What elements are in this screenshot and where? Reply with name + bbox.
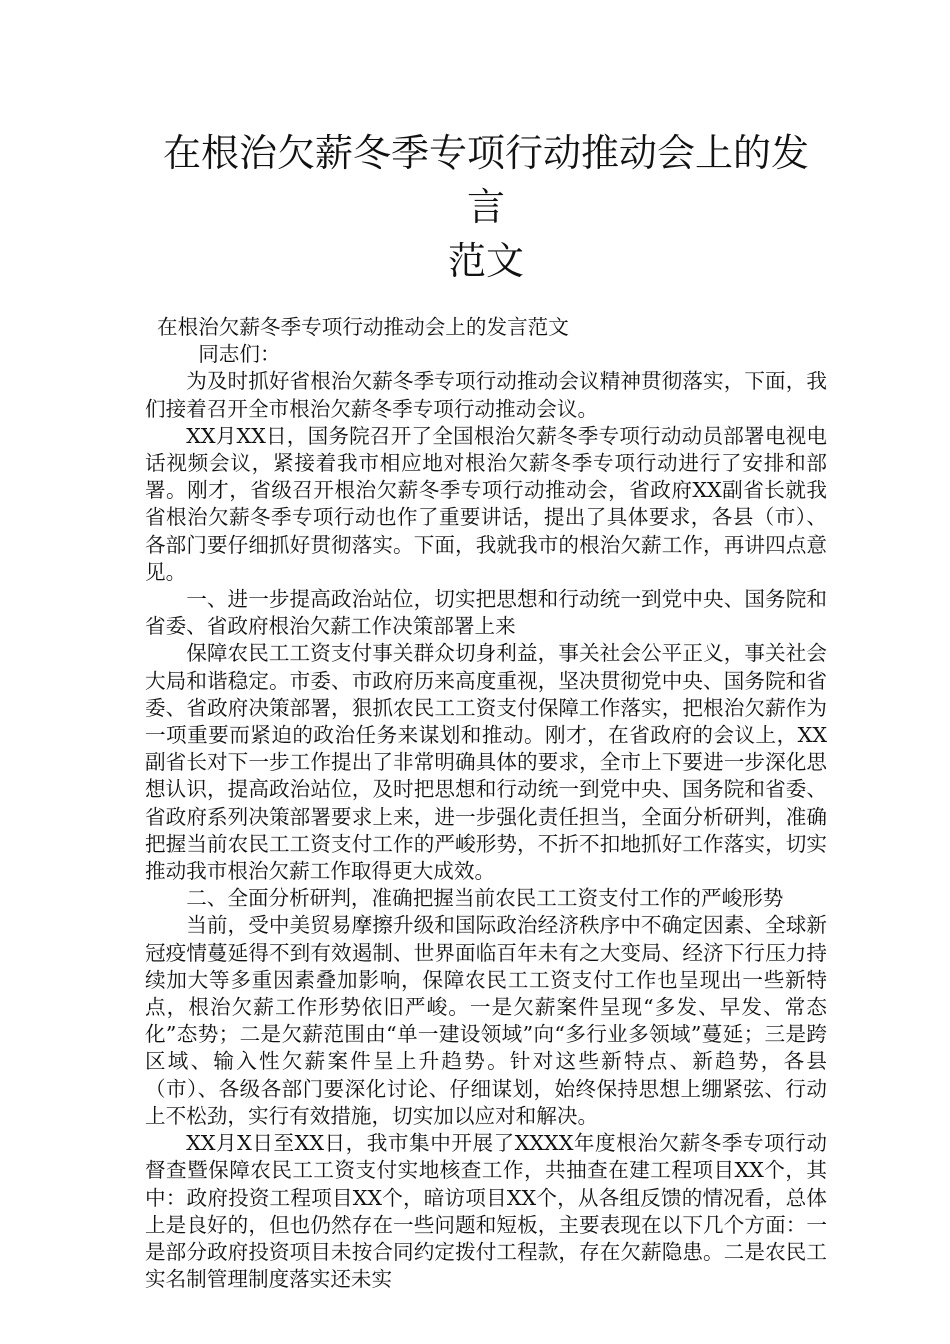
- document-body: [145, 314, 827, 1293]
- document-title-line-2: 范文: [447, 239, 524, 283]
- paragraph-2: XX月XX日，国务院召开了全国根治欠薪冬季专项行动动员部署电视电话视频会议，紧接着我市相应地对根治欠薪冬季专项行动进行了安排和部署。刚才，省级召开根治欠薪冬季专项行动推动会，省政府XX副省长就我省根治欠薪冬季专项行动也作了重要讲话，提出了具体要求，各县（市）、各部门要仔细抓好贯彻落实。下面，我就我市的根治欠薪工作，再讲四点意见。: [145, 423, 827, 584]
- paragraph-1: 为及时抓好省根治欠薪冬季专项行动推动会议精神贯彻落实，下面，我们接着召开全市根治欠薪冬季专项行动推动会议。: [145, 369, 827, 421]
- paragraph-5: XX月X日至XX日，我市集中开展了XXXX年度根治欠薪冬季专项行动督查暨保障农民工工资支付实地核查工作，共抽查在建工程项目XX个，其中：政府投资工程项目XX个，暗访项目XX个，从各组反馈的情况看，总体上是良好的，但也仍然存在一些问题和短板，主要表现在以下几个方面：一是部分政府投资项目未按合同约定拨付工程款，存在欠薪隐患。二是农民工实名制管理制度落实还未实: [145, 1131, 827, 1292]
- paragraph-4: 当前，受中美贸易摩擦升级和国际政治经济秩序中不确定因素、全球新冠疫情蔓延得不到有效遏制、世界面临百年未有之大变局、经济下行压力持续加大等多重因素叠加影响，保障农民工工资支付工作也呈现出一些新特点，根治欠薪工作形势依旧严峻。一是欠薪案件呈现“多发、早发、常态化”态势；二是欠薪范围由“单一建设领域”向“多行业多领域”蔓延；三是跨区域、输入性欠薪案件呈上升趋势。针对这些新特点、新趋势，各县（市）、各级各部门要深化讨论、仔细谋划，始终保持思想上绷紧弦、行动上不松劲，实行有效措施，切实加以应对和解决。: [145, 913, 827, 1128]
- salutation: 同志们：: [198, 342, 281, 367]
- section-heading-1: 一、进一步提高政治站位，切实把思想和行动统一到党中央、国务院和省委、省政府根治欠薪工作决策部署上来: [145, 587, 827, 639]
- document-page: [145, 126, 827, 1293]
- document-title: [145, 126, 827, 288]
- document-subtitle: 在根治欠薪冬季专项行动推动会上的发言范文: [157, 315, 569, 339]
- section-heading-2: 二、全面分析研判，准确把握当前农民工工资支付工作的严峻形势: [186, 886, 784, 911]
- document-title-line-1: 在根治欠薪冬季专项行动推动会上的发言: [162, 131, 809, 229]
- paragraph-3: 保障农民工工资支付事关群众切身利益，事关社会公平正义，事关社会大局和谐稳定。市委、市政府历来高度重视，坚决贯彻党中央、国务院和省委、省政府决策部署，狠抓农民工工资支付保障工作落实，把根治欠薪作为一项重要而紧迫的政治任务来谋划和推动。刚才，在省政府的会议上，XX副省长对下一步工作提出了非常明确具体的要求，全市上下要进一步深化思想认识，提高政治站位，及时把思想和行动统一到党中央、国务院和省委、省政府系列决策部署要求上来，进一步强化责任担当，全面分析研判，准确把握当前农民工工资支付工作的严峻形势，不折不扣地抓好工作落实，切实推动我市根治欠薪工作取得更大成效。: [145, 641, 827, 884]
